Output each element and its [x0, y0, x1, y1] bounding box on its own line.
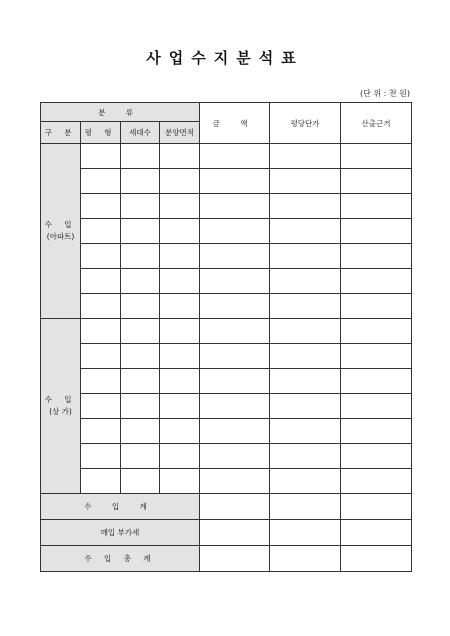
table-cell[interactable]: [160, 369, 200, 394]
table-cell[interactable]: [121, 469, 160, 494]
table-cell[interactable]: [200, 469, 270, 494]
table-cell[interactable]: [341, 244, 412, 269]
table-cell[interactable]: [341, 444, 412, 469]
table-cell[interactable]: [200, 546, 270, 572]
table-cell[interactable]: [270, 244, 341, 269]
table-cell[interactable]: [81, 219, 121, 244]
header-unit-price: 평당단가: [270, 103, 341, 144]
table-cell[interactable]: [121, 344, 160, 369]
table-cell[interactable]: [341, 319, 412, 344]
table-cell[interactable]: [200, 494, 270, 520]
table-cell[interactable]: [341, 194, 412, 219]
table-cell[interactable]: [200, 169, 270, 194]
table-cell[interactable]: [121, 219, 160, 244]
table-cell[interactable]: [81, 169, 121, 194]
table-cell[interactable]: [341, 546, 412, 572]
header-category: 구 분: [41, 122, 81, 144]
table-cell[interactable]: [270, 344, 341, 369]
table-cell[interactable]: [270, 369, 341, 394]
table-cell[interactable]: [121, 244, 160, 269]
header-sale-area: 분양면적: [160, 122, 200, 144]
table-cell[interactable]: [121, 269, 160, 294]
table-cell[interactable]: [341, 269, 412, 294]
table-cell[interactable]: [270, 520, 341, 546]
unit-note: (단 위 : 천 원): [359, 89, 410, 98]
table-cell[interactable]: [81, 244, 121, 269]
table-cell[interactable]: [160, 144, 200, 169]
table-cell[interactable]: [200, 269, 270, 294]
table-cell[interactable]: [341, 394, 412, 419]
table-cell[interactable]: [121, 169, 160, 194]
table-cell[interactable]: [121, 394, 160, 419]
header-pyeong-type: 평 형: [81, 122, 121, 144]
table-cell[interactable]: [270, 546, 341, 572]
income-total-label: 수 입 계: [41, 494, 200, 520]
table-cell[interactable]: [200, 244, 270, 269]
table-cell[interactable]: [160, 169, 200, 194]
table-cell[interactable]: [341, 419, 412, 444]
revenue-analysis-table: [40, 102, 412, 572]
table-cell[interactable]: [81, 269, 121, 294]
table-cell[interactable]: [200, 419, 270, 444]
table-cell[interactable]: [341, 369, 412, 394]
table-cell[interactable]: [270, 169, 341, 194]
table-cell[interactable]: [160, 319, 200, 344]
table-cell[interactable]: [200, 294, 270, 319]
table-cell[interactable]: [81, 344, 121, 369]
table-cell[interactable]: [81, 194, 121, 219]
table-cell[interactable]: [160, 194, 200, 219]
table-cell[interactable]: [81, 394, 121, 419]
header-basis: 산출근거: [341, 103, 412, 144]
table-cell[interactable]: [160, 294, 200, 319]
table-cell[interactable]: [341, 219, 412, 244]
table-cell[interactable]: [341, 469, 412, 494]
table-cell[interactable]: [121, 319, 160, 344]
commercial-revenue-label: [41, 319, 81, 494]
table-cell[interactable]: [341, 344, 412, 369]
table-cell[interactable]: [200, 194, 270, 219]
table-cell[interactable]: [270, 469, 341, 494]
table-cell[interactable]: [200, 444, 270, 469]
table-cell[interactable]: [121, 294, 160, 319]
table-cell[interactable]: [81, 444, 121, 469]
table-cell[interactable]: [270, 269, 341, 294]
table-cell[interactable]: [200, 144, 270, 169]
table-cell[interactable]: [160, 344, 200, 369]
table-cell[interactable]: [270, 219, 341, 244]
table-cell[interactable]: [81, 369, 121, 394]
table-cell[interactable]: [121, 419, 160, 444]
table-cell[interactable]: [160, 394, 200, 419]
table-cell[interactable]: [200, 520, 270, 546]
table-cell[interactable]: [270, 319, 341, 344]
table-cell[interactable]: [81, 144, 121, 169]
apartment-label-line1: 수 입: [44, 220, 77, 229]
table-cell[interactable]: [270, 294, 341, 319]
income-grand-total-label: 수 입 총 계: [41, 546, 200, 572]
table-cell[interactable]: [270, 494, 341, 520]
header-classification: 분 류: [41, 103, 200, 122]
commercial-label-line1: 수 입: [44, 395, 77, 404]
table-cell[interactable]: [160, 219, 200, 244]
header-amount: 금 액: [200, 103, 270, 144]
header-households: 세대수: [121, 122, 160, 144]
page-title: 사업수지분석표: [146, 49, 304, 67]
table-cell[interactable]: [160, 419, 200, 444]
table-cell[interactable]: [270, 419, 341, 444]
table-cell[interactable]: [81, 469, 121, 494]
commercial-label-line2: (상 가): [49, 407, 72, 416]
table-cell[interactable]: [81, 294, 121, 319]
table-cell[interactable]: [270, 194, 341, 219]
apartment-label-line2: (아파트): [46, 232, 75, 241]
apartment-revenue-label: [41, 144, 81, 319]
table-cell[interactable]: [160, 444, 200, 469]
table-cell[interactable]: [341, 494, 412, 520]
table-cell[interactable]: [341, 144, 412, 169]
table-cell[interactable]: [200, 344, 270, 369]
table-cell[interactable]: [200, 394, 270, 419]
table-cell[interactable]: [160, 269, 200, 294]
table-cell[interactable]: [200, 319, 270, 344]
table-cell[interactable]: [341, 169, 412, 194]
table-cell[interactable]: [121, 144, 160, 169]
table-cell[interactable]: [200, 219, 270, 244]
table-cell[interactable]: [121, 444, 160, 469]
table-cell[interactable]: [341, 520, 412, 546]
purchase-vat-label: 매입 부가세: [41, 520, 200, 546]
table-cell[interactable]: [160, 244, 200, 269]
table-cell[interactable]: [81, 319, 121, 344]
table-cell[interactable]: [200, 369, 270, 394]
table-cell[interactable]: [160, 469, 200, 494]
table-cell[interactable]: [270, 394, 341, 419]
table-cell[interactable]: [341, 294, 412, 319]
table-cell[interactable]: [121, 369, 160, 394]
table-cell[interactable]: [270, 444, 341, 469]
table-cell[interactable]: [121, 194, 160, 219]
table-cell[interactable]: [270, 144, 341, 169]
table-cell[interactable]: [81, 419, 121, 444]
